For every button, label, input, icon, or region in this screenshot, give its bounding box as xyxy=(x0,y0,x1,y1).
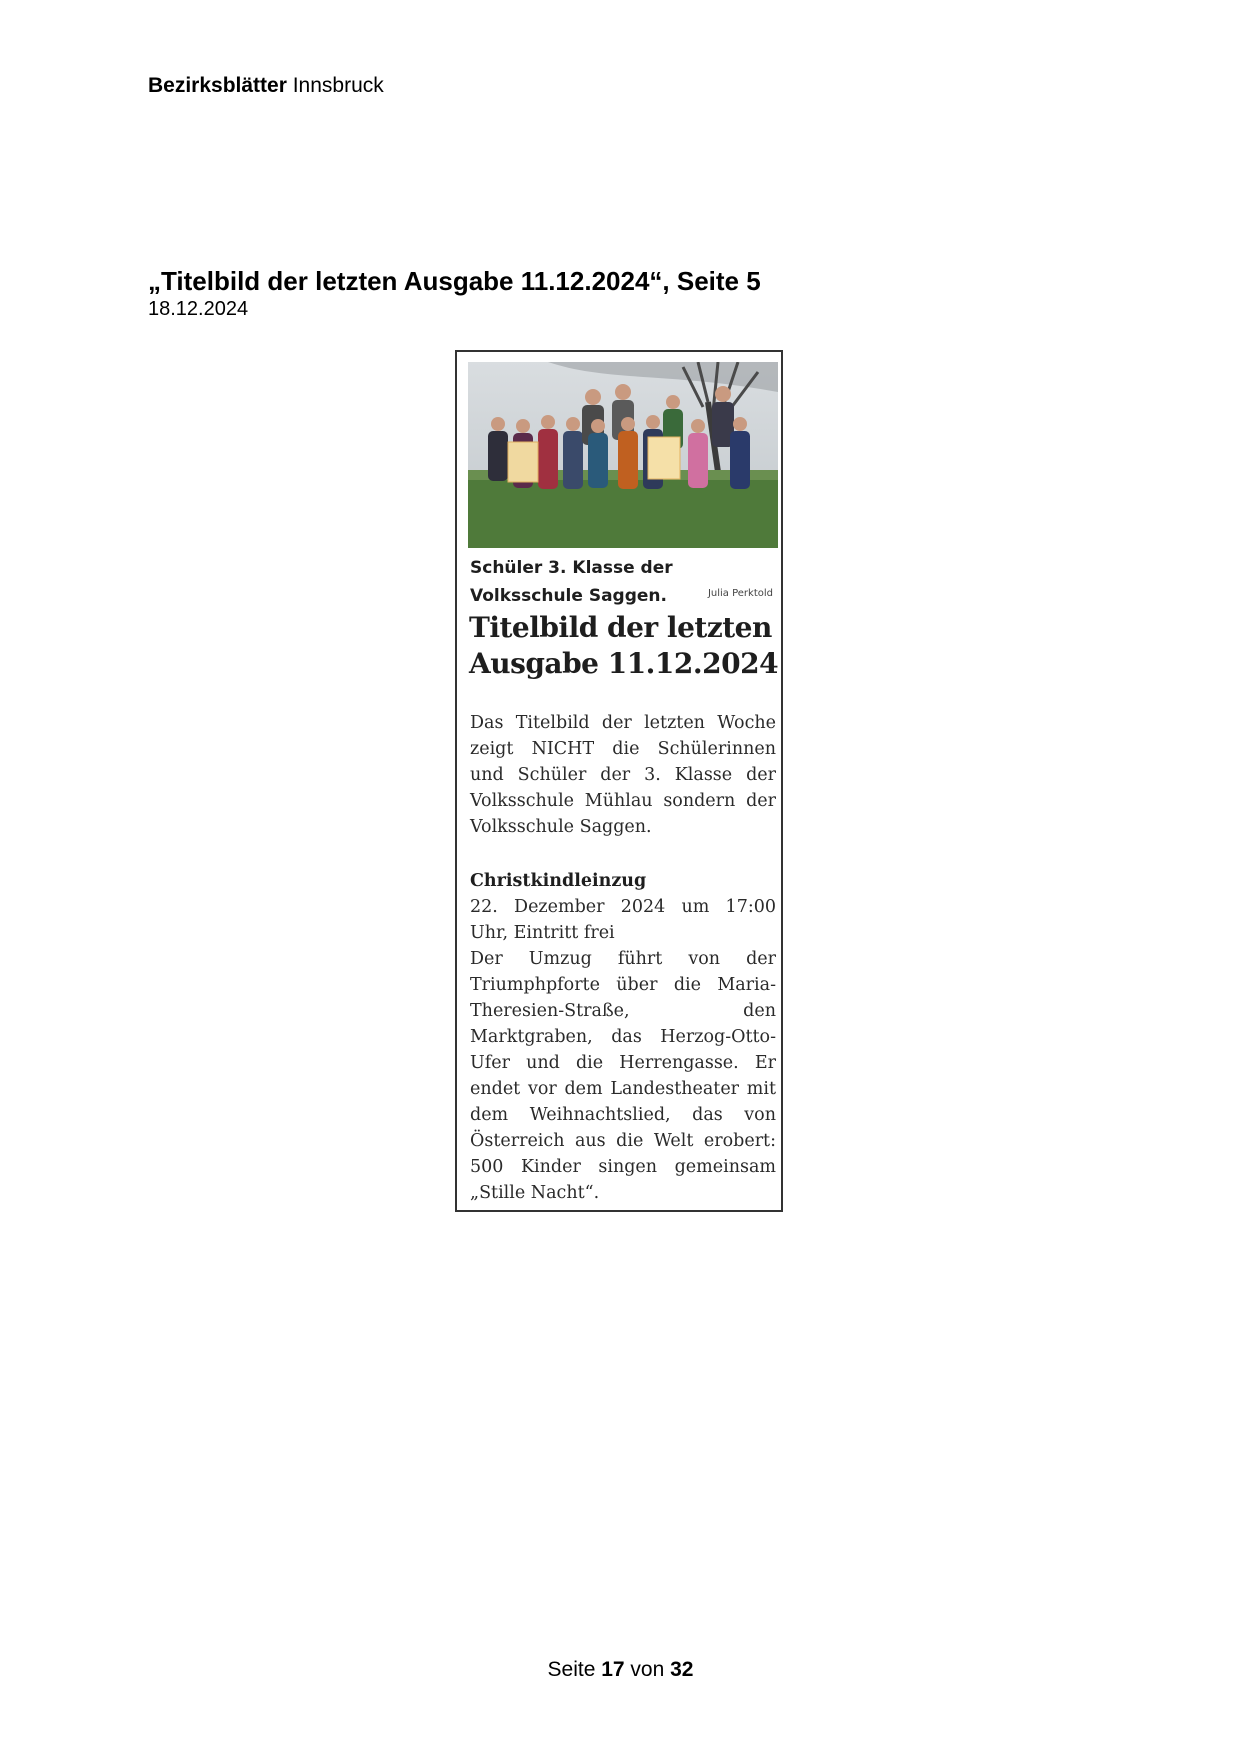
publication-name xyxy=(148,74,384,98)
publication-name-rest: Innsbruck xyxy=(286,74,384,97)
event-date: 22. Dezember 2024 um 17:00 Uhr, Eintritt frei xyxy=(470,897,776,943)
page-number-middle: von xyxy=(624,1658,671,1681)
photo-credit: Julia Perktold xyxy=(707,588,773,599)
photo-caption: Schüler 3. Klasse der Volksschule Saggen. xyxy=(470,558,673,606)
class-group-photo xyxy=(468,362,778,548)
page-number xyxy=(0,1658,1241,1682)
event-description: Der Umzug führt von der Triumphpforte über die Maria-Theresien-Straße, den Marktgraben, das Herzog-Otto-Ufer und die Herrengasse. Er endet vor dem Landestheater mit dem Weihnachtslied, das von Österreich aus die Welt erobert: 500 Kinder singen gemeinsam „Stille Nacht“. xyxy=(470,949,776,1203)
page-number-prefix: Seite xyxy=(547,1658,602,1681)
document-date: 18.12.2024 xyxy=(148,298,249,320)
article-intro: Das Titelbild der letzten Woche zeigt NICHT die Schülerinnen und Schüler der 3. Klasse der Volksschule Mühlau sondern der Volksschule Saggen. xyxy=(470,713,776,837)
document-title: „Titelbild der letzten Ausgabe 11.12.2024“, Seite 5 xyxy=(148,266,761,296)
page-number-current: 17 xyxy=(601,1658,625,1681)
article-headline: Titelbild der letzten Ausgabe 11.12.2024 xyxy=(469,611,779,680)
event-title: Christkindleinzug xyxy=(470,871,647,891)
page-number-total: 32 xyxy=(670,1658,694,1681)
newspaper-clipping xyxy=(455,350,783,1212)
publication-name-bold: Bezirksblätter xyxy=(148,74,287,97)
